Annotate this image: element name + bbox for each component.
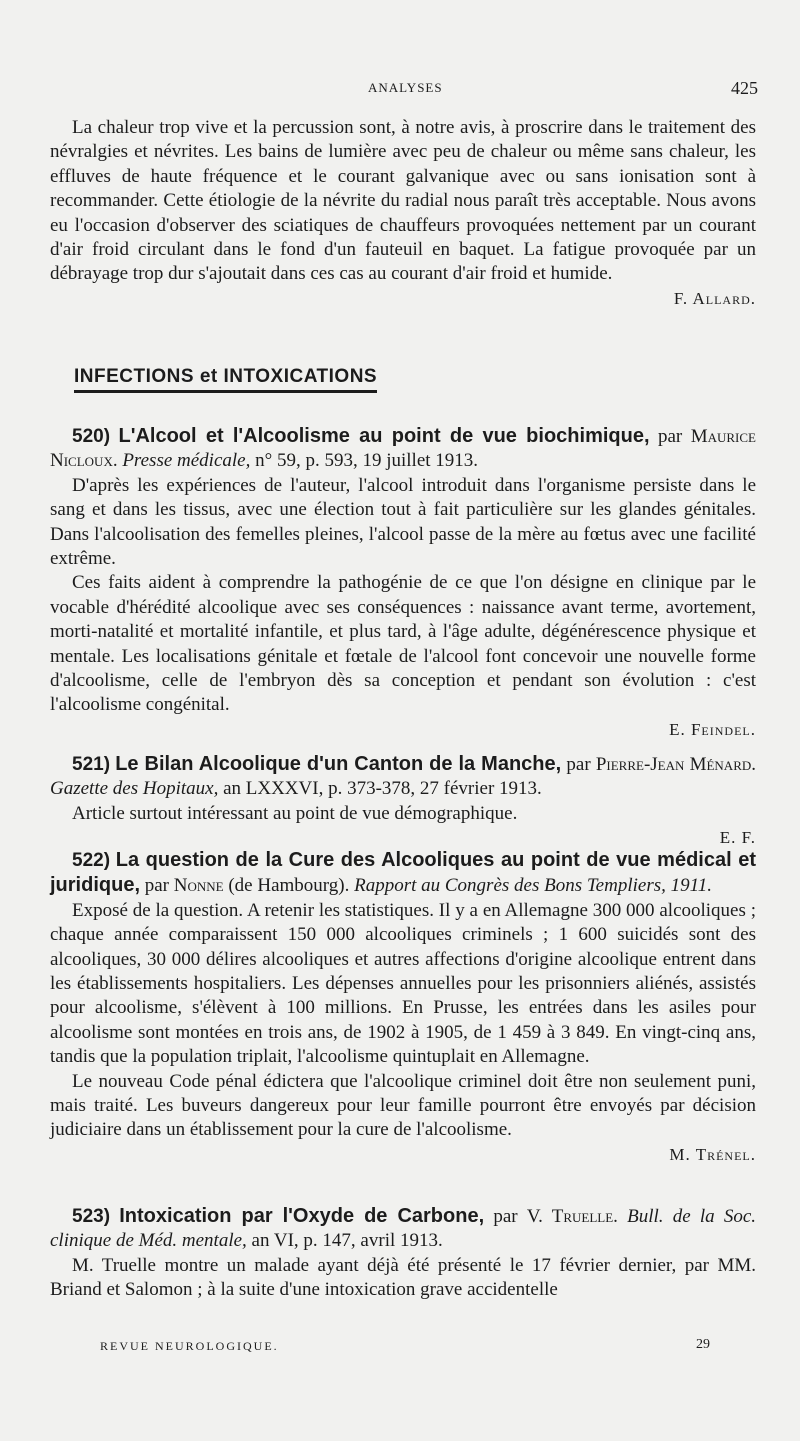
page-number: 425 [731,78,758,98]
entry-paragraph: Ces faits aident à comprendre la pathogénie de ce que l'on désigne en clinique par le vocable d'hérédité alcoolique avec ses conséquences : naissance avant terme, avortement, morti-natalité et mortalité infantile, et plus tard, à l'âge adulte, dégénérescence physique et mentale. Les localisations génitale et fœtale de l'alcool font concevoir une nouvelle forme d'alcoolisme, celle de l'embryon dès sa conception et pendant son évolution : c'est l'alcoolisme congénital. [50,572,756,716]
entry-source: Gazette des Hopitaux, [50,778,219,800]
entry-521 [50,752,756,851]
entry-heading [50,1204,756,1254]
sheet-number: 29 [696,1337,710,1352]
entry-paragraph: Exposé de la question. A retenir les statistiques. Il y a en Allemagne 300 000 alcooliques ; chaque année comparaissent 150 000 alcooliques criminels ; 1 600 suicidés sont des alcooliques, 30 000 délires alcooliques et autres affections d'origine alcoolique entrent dans les établissements hospitaliers. Les dépenses annuelles pour les prisonniers aliénés, assistés pour alcoolisme, s'élèvent à 100 millions. En Prusse, les entrées dans les asiles pour alcoolisme sont montées en trois ans, de 1902 à 1905, de 1 459 à 3 849. En vingt-cinq ans, tandis que la population triplait, l'alcoolisme quintuplait en Allemagne. [50,899,756,1068]
entry-ref: n° 59, p. 593, 19 juillet 1913. [255,450,479,472]
journal-name: REVUE NEUROLOGIQUE. [100,1339,279,1353]
entry-source: Presse médicale, [122,450,251,472]
entry-ref: an VI, p. 147, avril 1913. [251,1230,443,1252]
entry-signature: E. Feindel. [669,719,756,739]
entry-source: Rapport au Congrès des Bons Templiers, 1911. [354,875,712,897]
entry-title: Le Bilan Alcoolique d'un Canton de la Manche, [115,753,562,775]
entry-by: par [144,875,170,897]
entry-author: Maurice Nicloux. [50,426,756,472]
intro-block [50,116,756,311]
intro-signature: F. Allard. [673,288,756,308]
entry-number: 520) [72,426,111,447]
entry-paragraph: M. Truelle montre un malade ayant déjà été présenté le 17 février dernier, par MM. Briand et Salomon ; à la suite d'une intoxication grave accidentelle [50,1254,756,1301]
entry-signature: M. Trénel. [669,1144,756,1164]
entry-by: par [566,754,591,775]
entry-paragraph: Le nouveau Code pénal édictera que l'alcoolique criminel doit être non seulement puni, mais traité. Les buveurs dangereux pour leur famille pourront être envoyés par décision judiciaire dans un établissement pour la cure de l'alcoolisme. [50,1070,756,1141]
entry-522 [50,848,756,1167]
entry-ref: an LXXXVI, p. 373-378, 27 février 1913. [223,778,542,800]
entry-by: par [493,1206,518,1227]
entry-author: Pierre-Jean Ménard. [595,754,757,775]
entry-heading [50,752,756,802]
entry-source: Bull. de la Soc. clinique de Méd. mentale, [50,1206,757,1252]
entry-paragraph: Article surtout intéressant au point de vue démographique. [72,802,518,824]
entry-number: 522) [72,850,111,871]
entry-title: Intoxication par l'Oxyde de Carbone, [119,1205,485,1227]
entry-523 [50,1204,756,1303]
running-head: ANALYSES [368,80,443,95]
page-footer [100,1337,710,1357]
entry-heading [50,848,756,899]
entry-title: L'Alcool et l'Alcoolisme au point de vue biochimique, [118,425,650,447]
entry-ref: (de Hambourg). [228,875,350,897]
entry-title: La question de la Cure des Alcooliques au point de vue médical et juridique, [50,849,757,897]
entry-heading [50,424,756,474]
section-title: INFECTIONS et INTOXICATIONS [74,366,377,393]
entry-by: par [657,426,683,447]
entry-signature: E. F. [719,828,756,848]
page-header [0,78,800,102]
intro-paragraph: La chaleur trop vive et la percussion sont, à notre avis, à proscrire dans le traitement des névralgies et névrites. Les bains de lumière avec peu de chaleur ou même sans chaleur, les effluves de haute fréquence et le courant galvanique avec ou sans ionisation sont à recommander. Cette étiologie de la névrite du radial nous paraît très acceptable. Nous avons eu l'occasion d'observer des sciatiques de chauffeurs provoquées nettement par un courant d'air froid circulant dans le fond d'un fauteuil en baquet. La fatigue provoquée par un débrayage trop dur s'ajoutait dans ces cas au courant d'air froid et humide. [50,117,756,285]
entry-number: 521) [72,754,111,775]
entry-author: V. Truelle. [526,1206,618,1227]
entry-520 [50,424,756,742]
entry-author: Nonne [173,875,224,897]
entry-number: 523) [72,1206,111,1227]
entry-paragraph: D'après les expériences de l'auteur, l'alcool introduit dans l'organisme persiste dans le sang et dans les tissus, avec une élection tout à fait particulière sur les glandes génitales. Dans l'alcoolisation des femelles pleines, l'alcool passe de la mère au fœtus avec une facilité extrême. [50,474,756,570]
